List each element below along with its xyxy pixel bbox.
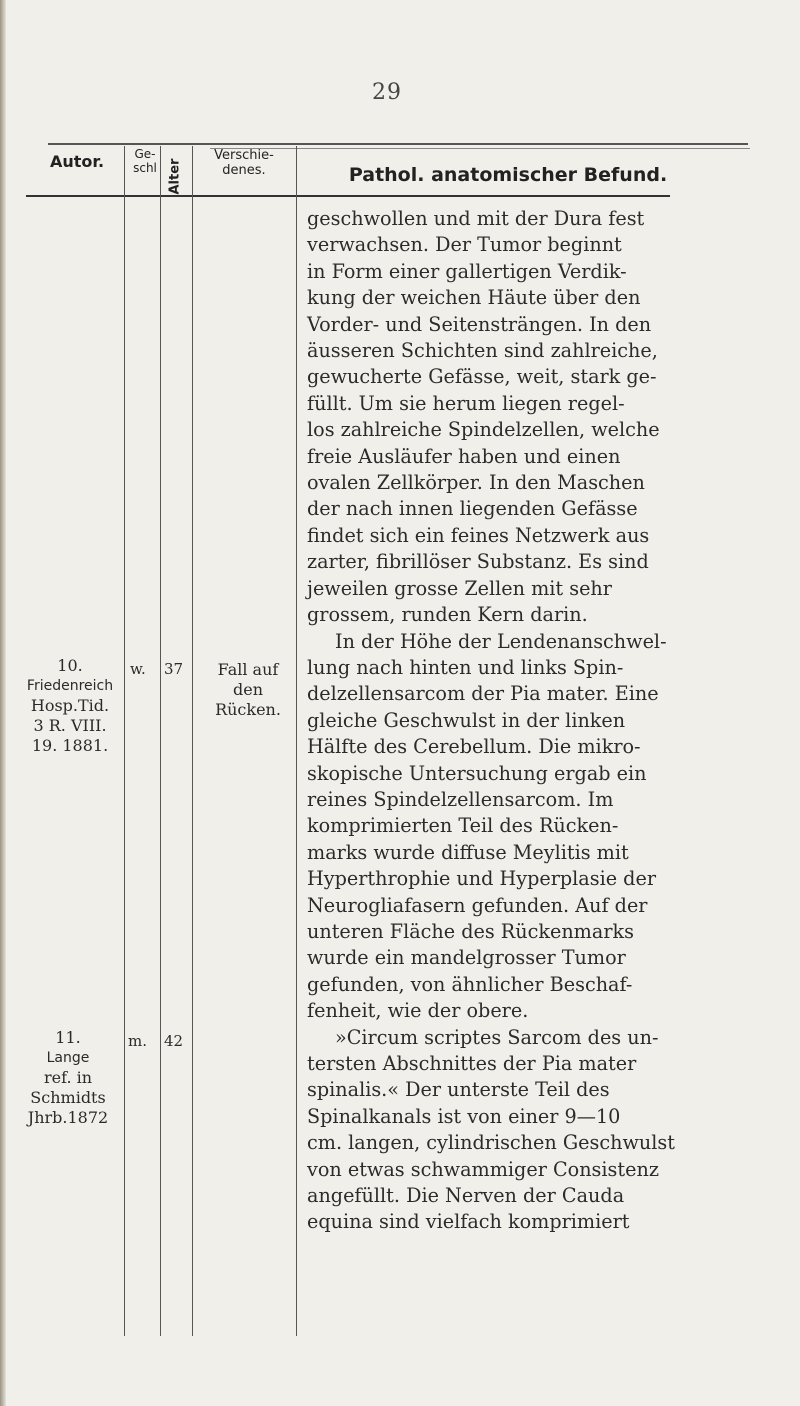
befund-line: skopische Untersuchung ergab ein — [307, 761, 647, 785]
header-verschiedenes — [195, 148, 293, 178]
befund-line: los zahlreiche Spindelzellen, welche — [307, 418, 660, 442]
header-geschlecht-line1: Ge- — [134, 147, 156, 161]
befund-line: Hälfte des Cerebellum. Die mikro- — [307, 735, 641, 759]
case-10-age: 37 — [164, 660, 184, 678]
befund-line: tersten Abschnittes der Pia mater — [307, 1052, 637, 1075]
befund-line: kung der weichen Häute über den — [307, 286, 641, 310]
befund-line: »Circum scriptes Sarcom des un- — [335, 1025, 659, 1049]
befund-line: gewucherte Gefässe, weit, stark ge- — [307, 365, 657, 389]
befund-line: reines Spindelzellensarcom. Im — [307, 787, 614, 811]
case-10-sex: w. — [130, 660, 146, 678]
case-10-versch-line1: Fall auf — [217, 660, 279, 679]
case-10-verschiedenes — [198, 660, 298, 720]
befund-line: in Form einer gallertigen Verdik- — [307, 259, 627, 283]
header-verschiedenes-line1: Verschie- — [214, 148, 274, 163]
befund-line: spinalis.« Der unterste Teil des — [307, 1078, 610, 1102]
case-11-author: Lange — [46, 1050, 90, 1066]
case-11-ref-line2: Schmidts — [30, 1088, 106, 1107]
case-11-autor — [18, 1028, 118, 1128]
befund-line: Neurogliafasern gefunden. Auf der — [307, 893, 648, 917]
befund-line: delzellensarcom der Pia mater. Eine — [307, 682, 659, 706]
header-alter: Alter — [167, 158, 183, 195]
case-11-ref-line1: ref. in — [43, 1068, 93, 1087]
befund-line: äusseren Schichten sind zahlreiche, — [307, 339, 658, 363]
befund-line: marks wurde diffuse Meylitis mit — [307, 840, 629, 864]
case-10-versch-line2: den — [232, 680, 263, 699]
befund-line: wurde ein mandelgrosser Tumor — [307, 946, 626, 970]
case-10-number: 10. — [57, 656, 83, 675]
befund-line: angefüllt. Die Nerven der Cauda — [307, 1184, 625, 1208]
befund-line: grossem, runden Kern darin. — [307, 603, 588, 627]
befund-text — [307, 206, 752, 1236]
book-spine-shadow — [0, 0, 6, 1406]
case-11-ref-line3: Jhrb.1872 — [27, 1108, 109, 1127]
case-10-author: Friedenreich — [26, 678, 114, 694]
befund-line: von etwas schwammiger Consistenz — [307, 1157, 659, 1181]
befund-line: gleiche Geschwulst in der linken — [307, 708, 626, 732]
case-11-number: 11. — [55, 1028, 81, 1047]
befund-line: jeweilen grosse Zellen mit sehr — [307, 576, 612, 600]
befund-line: fenheit, wie der obere. — [307, 999, 529, 1023]
befund-line: komprimierten Teil des Rücken- — [307, 814, 619, 838]
header-verschiedenes-line2: denes. — [222, 163, 266, 178]
header-geschlecht — [127, 147, 163, 175]
befund-line: gefunden, von ähnlicher Beschaf- — [307, 972, 633, 996]
befund-line: der nach innen liegenden Gefässe — [307, 497, 638, 521]
column-divider-verschiedenes — [296, 146, 297, 1336]
befund-line: ovalen Zellkörper. In den Maschen — [307, 471, 645, 495]
befund-line: cm. langen, cylindrischen Geschwulst — [307, 1131, 675, 1155]
befund-line: equina sind vielfach komprimiert — [307, 1210, 630, 1234]
befund-line: füllt. Um sie herum liegen regel- — [307, 391, 625, 415]
case-10-ref-line2: 3 R. VIII. — [33, 716, 107, 735]
case-10-ref-line3: 19. 1881. — [31, 736, 109, 755]
header-rule — [26, 195, 670, 197]
header-geschlecht-line2: schl — [133, 161, 157, 175]
befund-line: lung nach hinten und links Spin- — [307, 655, 624, 679]
top-rule — [48, 143, 748, 145]
page-number: 29 — [372, 80, 402, 105]
case-11-age: 42 — [164, 1032, 184, 1050]
befund-line: geschwollen und mit der Dura fest — [307, 207, 645, 230]
column-divider-alter — [192, 146, 193, 1336]
case-10-ref-line1: Hosp.Tid. — [30, 696, 110, 715]
befund-line: unteren Fläche des Rückenmarks — [307, 919, 634, 943]
case-10-autor — [20, 656, 120, 756]
befund-line: Spinalkanals ist von einer 9—10 — [307, 1104, 621, 1128]
column-divider-geschlecht — [160, 146, 161, 1336]
befund-line: verwachsen. Der Tumor beginnt — [307, 233, 622, 257]
header-autor: Autor. — [49, 152, 105, 171]
befund-line: Hyperthrophie und Hyperplasie der — [307, 867, 656, 891]
case-11-sex: m. — [128, 1032, 147, 1050]
header-befund: Pathol. anatomischer Befund. — [348, 164, 668, 186]
befund-line: Vorder- und Seitensträngen. In den — [307, 312, 652, 336]
case-10-versch-line3: Rücken. — [215, 700, 281, 719]
befund-line: zarter, fibrillöser Substanz. Es sind — [307, 550, 649, 574]
befund-line: findet sich ein feines Netzwerk aus — [307, 523, 650, 547]
befund-line: In der Höhe der Lendenanschwel- — [335, 629, 667, 653]
column-divider-autor — [124, 146, 125, 1336]
befund-line: freie Ausläufer haben und einen — [307, 444, 621, 468]
